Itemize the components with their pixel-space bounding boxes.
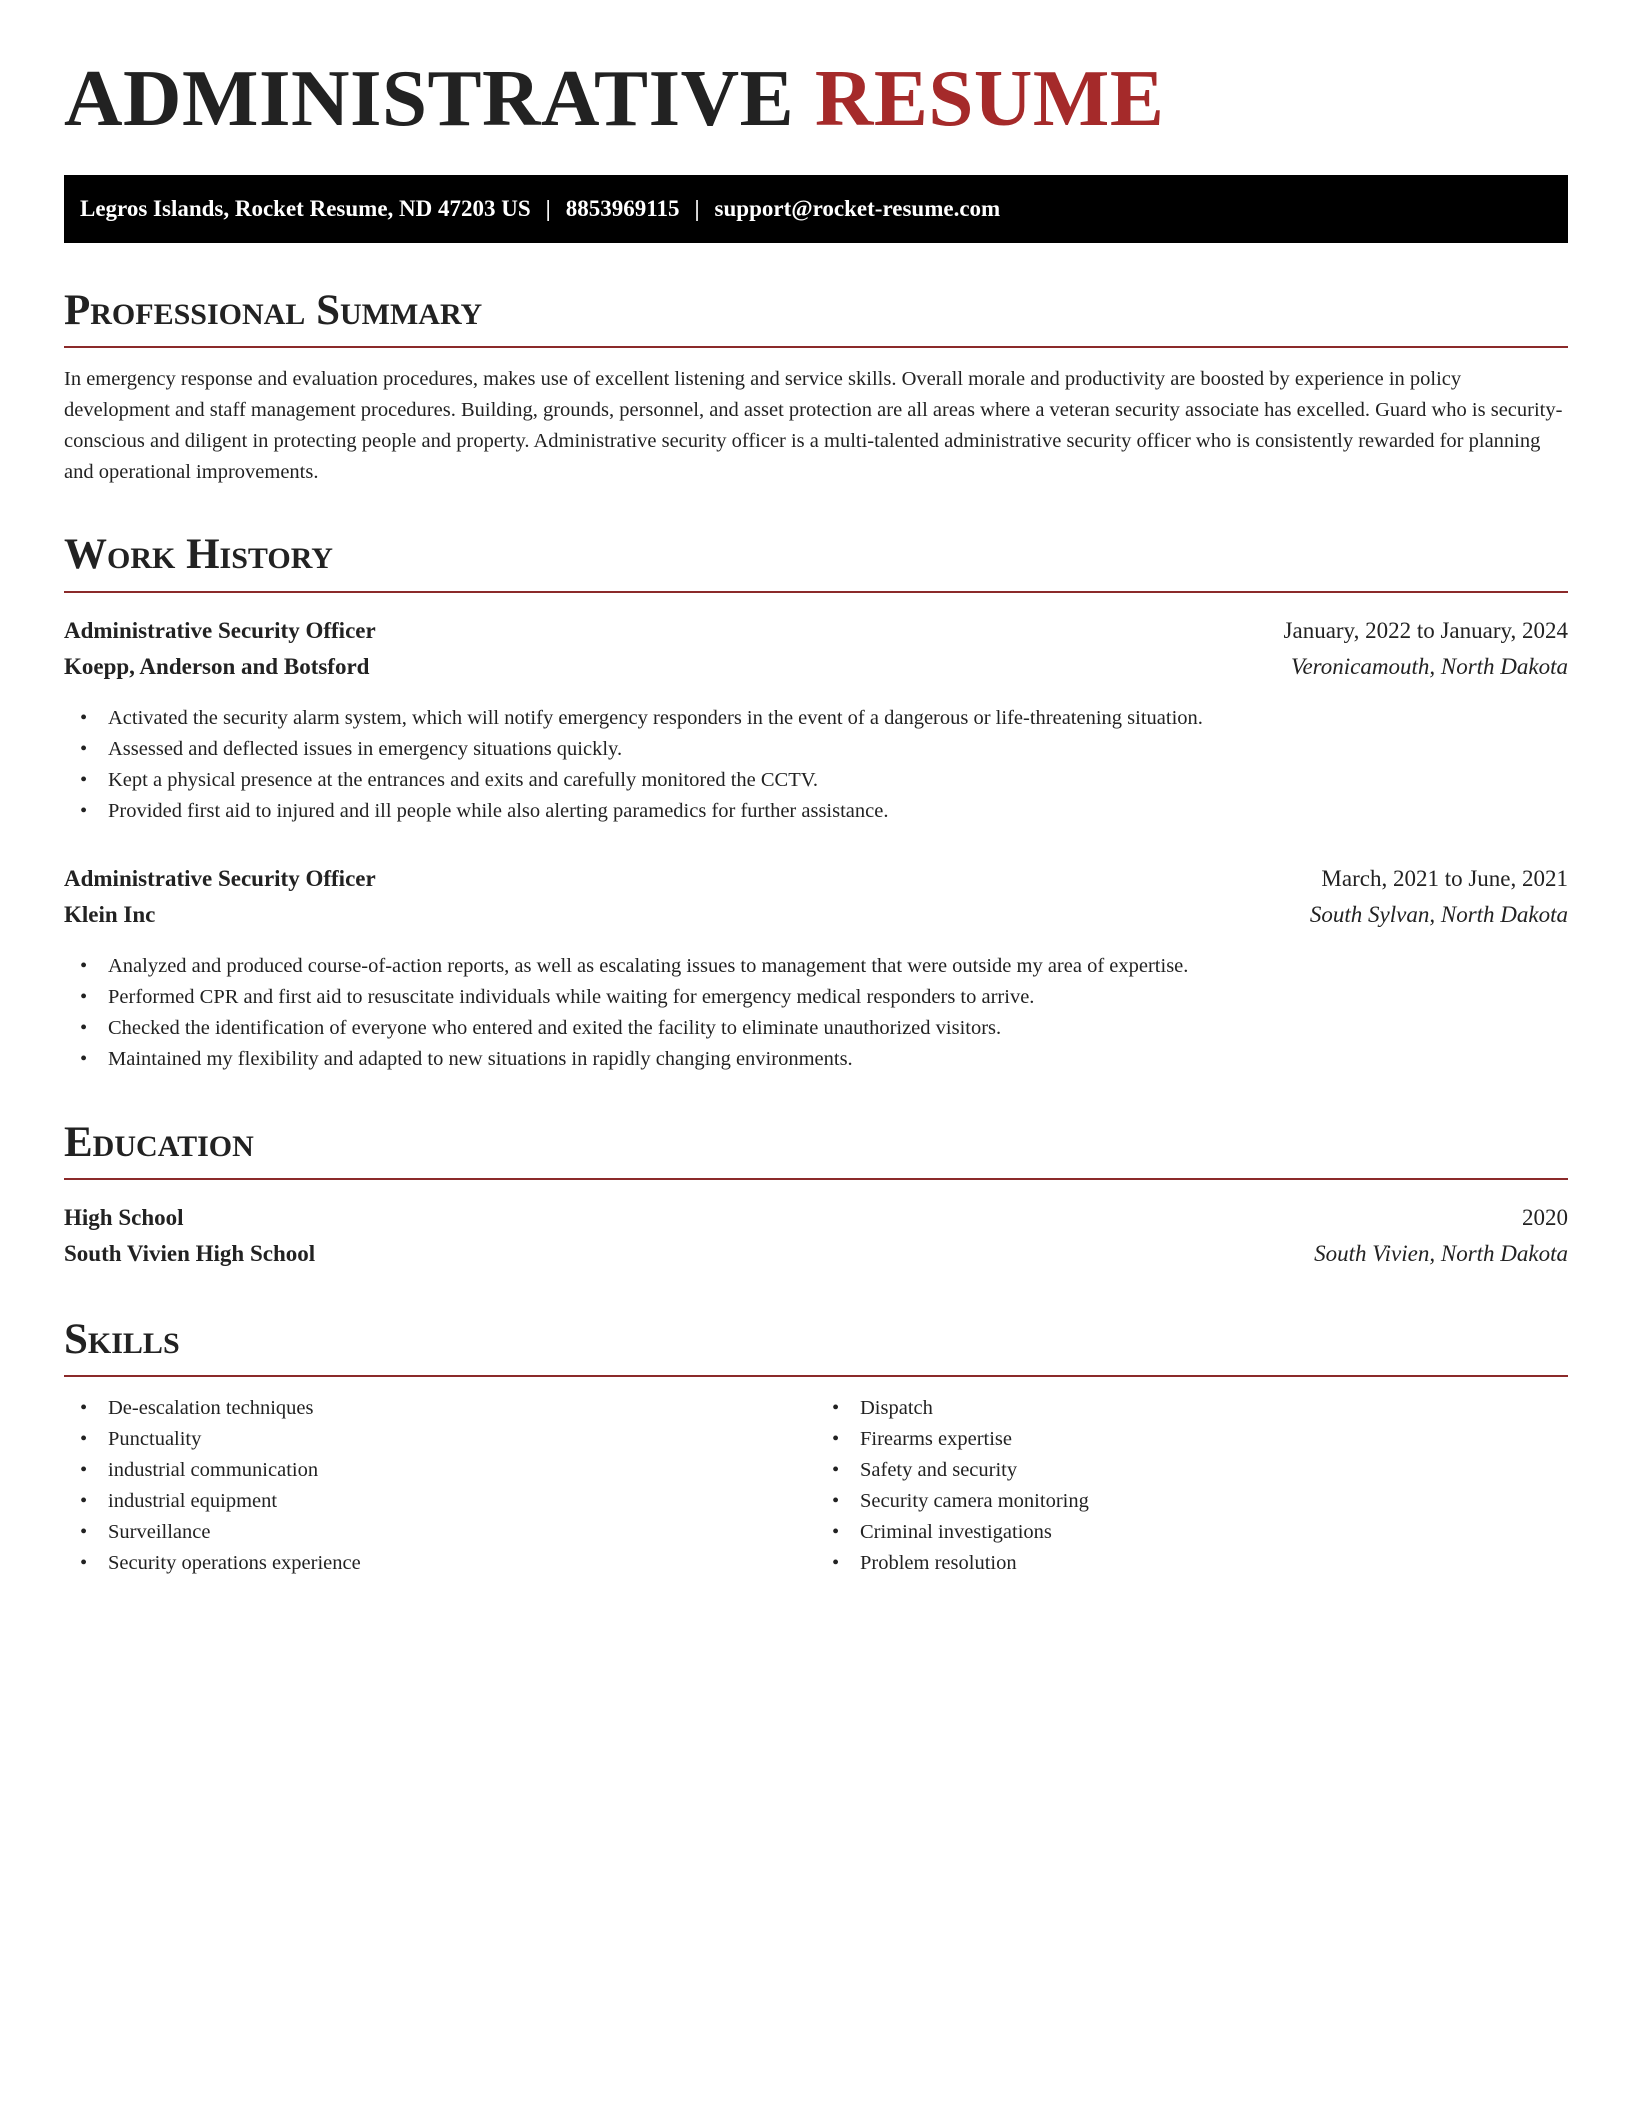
skill-item (64, 1393, 816, 1424)
skill-text: Security operations experience (108, 1552, 361, 1575)
job-bullet-text: Kept a physical presence at the entrances and exits and carefully monitored the CCTV. (108, 768, 819, 791)
bullet-dot: • (80, 1428, 88, 1451)
contact-separator: | (694, 196, 700, 222)
skill-item (64, 1424, 816, 1455)
contact-phone: 8853969115 (565, 196, 680, 222)
bullet-dot: • (80, 954, 88, 977)
education-school: South Vivien High School (64, 1241, 316, 1267)
job-bullet-text: Checked the identification of everyone who entered and exited the facility to eliminate unauthorized visitors. (108, 1016, 1002, 1039)
bullet-dot: • (80, 1521, 88, 1544)
work-history-section (64, 531, 1568, 1074)
contact-bar (64, 175, 1568, 243)
education-section (64, 1119, 1568, 1272)
job-header-row (64, 613, 1568, 649)
job-bullet (64, 796, 1568, 827)
job-header-row (64, 861, 1568, 897)
skill-item (64, 1486, 816, 1517)
bullet-dot: • (80, 1047, 88, 1070)
job-entry (64, 613, 1568, 827)
skill-text: Problem resolution (860, 1552, 1017, 1575)
job-bullet-text: Analyzed and produced course-of-action reports, as well as escalating issues to management that were outside my area of expertise. (108, 954, 1189, 977)
job-bullet (64, 1044, 1568, 1075)
summary-text: In emergency response and evaluation procedures, makes use of excellent listening and service skills. Overall morale and productivity are boosted by experience in policy development and staff management procedures. Building, grounds, personnel, and asset protection are all areas where a veteran security associate has excelled. Guard who is security-conscious and diligent in protecting people and property. Administrative security officer is a multi-talented administrative security officer who is consistently rewarded for planning and operational improvements. (64, 368, 1563, 483)
job-bullet-text: Performed CPR and first aid to resuscitate individuals while waiting for emergency medical responders to arrive. (108, 985, 1035, 1008)
job-title: Administrative Security Officer (64, 865, 376, 891)
bullet-dot: • (80, 1490, 88, 1513)
bullet-dot: • (832, 1397, 840, 1420)
job-bullet-text: Assessed and deflected issues in emergency situations quickly. (108, 737, 623, 760)
contact-separator: | (545, 196, 551, 222)
job-location: South Sylvan, North Dakota (1309, 901, 1568, 927)
bullet-dot: • (80, 768, 88, 791)
skill-item (816, 1486, 1568, 1517)
education-school-row (64, 1236, 1568, 1272)
job-company: Koepp, Anderson and Botsford (64, 653, 370, 679)
contact-email: support@rocket-resume.com (714, 196, 1001, 222)
education-entry (64, 1200, 1568, 1272)
bullet-dot: • (80, 706, 88, 729)
job-company-row (64, 649, 1568, 685)
bullet-dot: • (832, 1428, 840, 1451)
work-history-heading: Work History (64, 531, 1568, 592)
contact-address: Legros Islands, Rocket Resume, ND 47203 US (80, 196, 531, 222)
bullet-dot: • (832, 1490, 840, 1513)
skills-heading: Skills (64, 1316, 1568, 1377)
bullet-dot: • (80, 985, 88, 1008)
skills-section (64, 1316, 1568, 1579)
title-accent: RESUME (814, 53, 1165, 143)
job-dates: January, 2022 to January, 2024 (1283, 617, 1568, 643)
skills-grid (64, 1393, 1568, 1579)
title-main: ADMINISTRATIVE (64, 53, 795, 143)
skill-text: Dispatch (860, 1397, 933, 1420)
skill-text: industrial communication (108, 1459, 319, 1482)
skill-item (816, 1393, 1568, 1424)
skills-column-left (64, 1393, 816, 1579)
job-bullet (64, 703, 1568, 734)
education-header-row (64, 1200, 1568, 1236)
job-bullet-text: Maintained my flexibility and adapted to new situations in rapidly changing environments. (108, 1047, 853, 1070)
job-location: Veronicamouth, North Dakota (1290, 653, 1568, 679)
skill-item (816, 1517, 1568, 1548)
job-bullet (64, 1013, 1568, 1044)
skill-item (64, 1517, 816, 1548)
skill-text: Surveillance (108, 1521, 211, 1544)
skill-item (816, 1424, 1568, 1455)
bullet-dot: • (80, 1459, 88, 1482)
bullet-dot: • (80, 799, 88, 822)
education-degree: High School (64, 1205, 184, 1231)
skill-item (64, 1455, 816, 1486)
job-title: Administrative Security Officer (64, 617, 376, 643)
bullet-dot: • (80, 1397, 88, 1420)
bullet-dot: • (832, 1552, 840, 1575)
bullet-dot: • (80, 1016, 88, 1039)
skill-text: Criminal investigations (860, 1521, 1052, 1544)
job-company-row (64, 897, 1568, 933)
job-entry (64, 861, 1568, 1075)
job-dates: March, 2021 to June, 2021 (1321, 865, 1568, 891)
job-company: Klein Inc (64, 901, 156, 927)
education-location: South Vivien, North Dakota (1314, 1241, 1568, 1267)
skill-item (816, 1548, 1568, 1579)
skill-text: Punctuality (108, 1428, 202, 1451)
job-bullet-text: Activated the security alarm system, which will notify emergency responders in the event of a dangerous or life-threatening situation. (108, 706, 1203, 729)
skill-text: Security camera monitoring (860, 1490, 1089, 1513)
job-bullet (64, 734, 1568, 765)
bullet-dot: • (80, 737, 88, 760)
job-bullet (64, 765, 1568, 796)
education-heading: Education (64, 1119, 1568, 1180)
skill-item (816, 1455, 1568, 1486)
bullet-dot: • (80, 1552, 88, 1575)
job-bullet (64, 982, 1568, 1013)
skill-text: Firearms expertise (860, 1428, 1012, 1451)
skill-text: De-escalation techniques (108, 1397, 314, 1420)
summary-heading: Professional Summary (64, 287, 1568, 348)
job-bullet-text: Provided first aid to injured and ill people while also alerting paramedics for further assistance. (108, 799, 889, 822)
job-bullets (64, 951, 1568, 1075)
resume-title (64, 52, 1568, 145)
bullet-dot: • (832, 1459, 840, 1482)
skill-item (64, 1548, 816, 1579)
job-bullets (64, 703, 1568, 827)
skills-column-right (816, 1393, 1568, 1579)
skill-text: Safety and security (860, 1459, 1018, 1482)
summary-section (64, 287, 1568, 487)
skill-text: industrial equipment (108, 1490, 278, 1513)
bullet-dot: • (832, 1521, 840, 1544)
job-bullet (64, 951, 1568, 982)
education-year: 2020 (1522, 1205, 1568, 1231)
